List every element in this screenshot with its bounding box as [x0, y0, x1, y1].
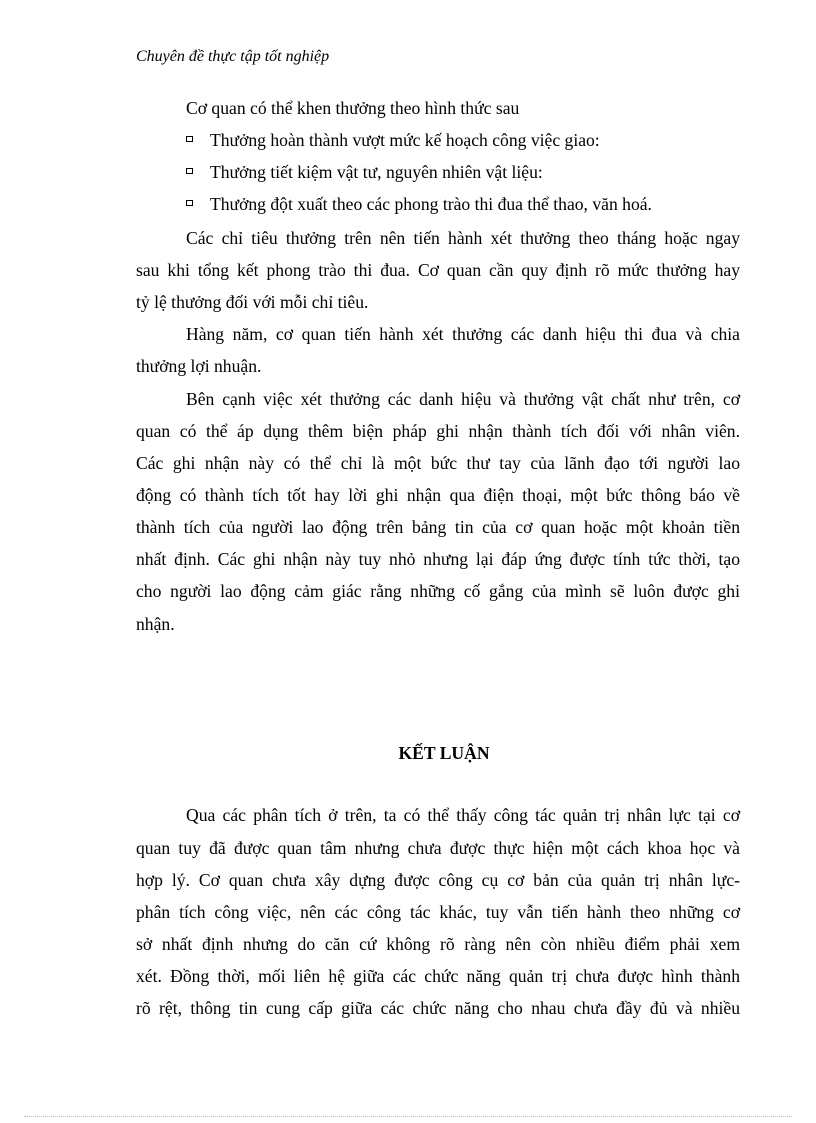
paragraph-line: quan có thể áp dụng thêm biện pháp ghi nhận thành tích đối với nhân viên.: [136, 421, 740, 441]
paragraph-line: sau khi tổng kết phong trào thi đua. Cơ quan cần quy định rõ mức thưởng hay: [136, 260, 740, 280]
paragraph-line: Các chỉ tiêu thưởng trên nên tiến hành xét thưởng theo tháng hoặc ngay: [186, 228, 740, 248]
paragraph-line: xét. Đồng thời, mối liên hệ giữa các chức năng quản trị chưa được hình thành: [136, 966, 740, 986]
paragraph-line: quan tuy đã được quan tâm nhưng chưa được thực hiện một cách khoa học và: [136, 838, 740, 858]
paragraph-line: sở nhất định nhưng do căn cứ không rõ ràng nên còn nhiều điểm phải xem: [136, 934, 740, 954]
paragraph-line: nhất định. Các ghi nhận này tuy nhỏ nhưng lại đáp ứng được tính tức thời, tạo: [136, 549, 740, 569]
square-bullet-icon: [186, 168, 193, 174]
bullet-text: Thưởng tiết kiệm vật tư, nguyên nhiên vật liệu:: [210, 162, 543, 182]
paragraph-line: thành tích của người lao động trên bảng tin của cơ quan hoặc một khoản tiền: [136, 517, 740, 537]
document-header: Chuyên đề thực tập tốt nghiệp: [136, 48, 330, 65]
square-bullet-icon: [186, 136, 193, 142]
paragraph-line: phân tích công việc, nên các công tác khác, tuy vẫn tiến hành theo những cơ: [136, 902, 740, 922]
paragraph-line: cho người lao động cảm giác rằng những cố gắng của mình sẽ luôn được ghi: [136, 581, 740, 601]
paragraph-line: rõ rệt, thông tin cung cấp giữa các chức năng cho nhau chưa đầy đủ và nhiều: [136, 998, 740, 1018]
bullet-text: Thưởng hoàn thành vượt mức kế hoạch công việc giao:: [210, 130, 600, 150]
conclusion-heading: KẾT LUẬN: [398, 743, 490, 763]
paragraph-line: Qua các phân tích ở trên, ta có thể thấy công tác quản trị nhân lực tại cơ: [186, 805, 740, 825]
paragraph-line: nhận.: [136, 614, 175, 634]
paragraph-line: Hàng năm, cơ quan tiến hành xét thưởng các danh hiệu thi đua và chia: [186, 324, 740, 344]
paragraph-line: tỷ lệ thưởng đối với mỗi chỉ tiêu.: [136, 292, 369, 312]
bullet-text: Thưởng đột xuất theo các phong trào thi đua thể thao, văn hoá.: [210, 194, 652, 214]
square-bullet-icon: [186, 200, 193, 206]
intro-text: Cơ quan có thể khen thưởng theo hình thức sau: [186, 98, 520, 118]
paragraph-line: Các ghi nhận này có thể chỉ là một bức thư tay của lãnh đạo tới người lao: [136, 453, 740, 473]
page-bottom-rule: [24, 1116, 792, 1117]
paragraph-line: Bên cạnh việc xét thưởng các danh hiệu và thưởng vật chất như trên, cơ: [186, 389, 740, 409]
paragraph-line: động có thành tích tốt hay lời ghi nhận qua điện thoại, một bức thông báo về: [136, 485, 740, 505]
paragraph-line: thưởng lợi nhuận.: [136, 356, 262, 376]
paragraph-line: hợp lý. Cơ quan chưa xây dựng được công cụ cơ bản của quản trị nhân lực-: [136, 870, 740, 890]
